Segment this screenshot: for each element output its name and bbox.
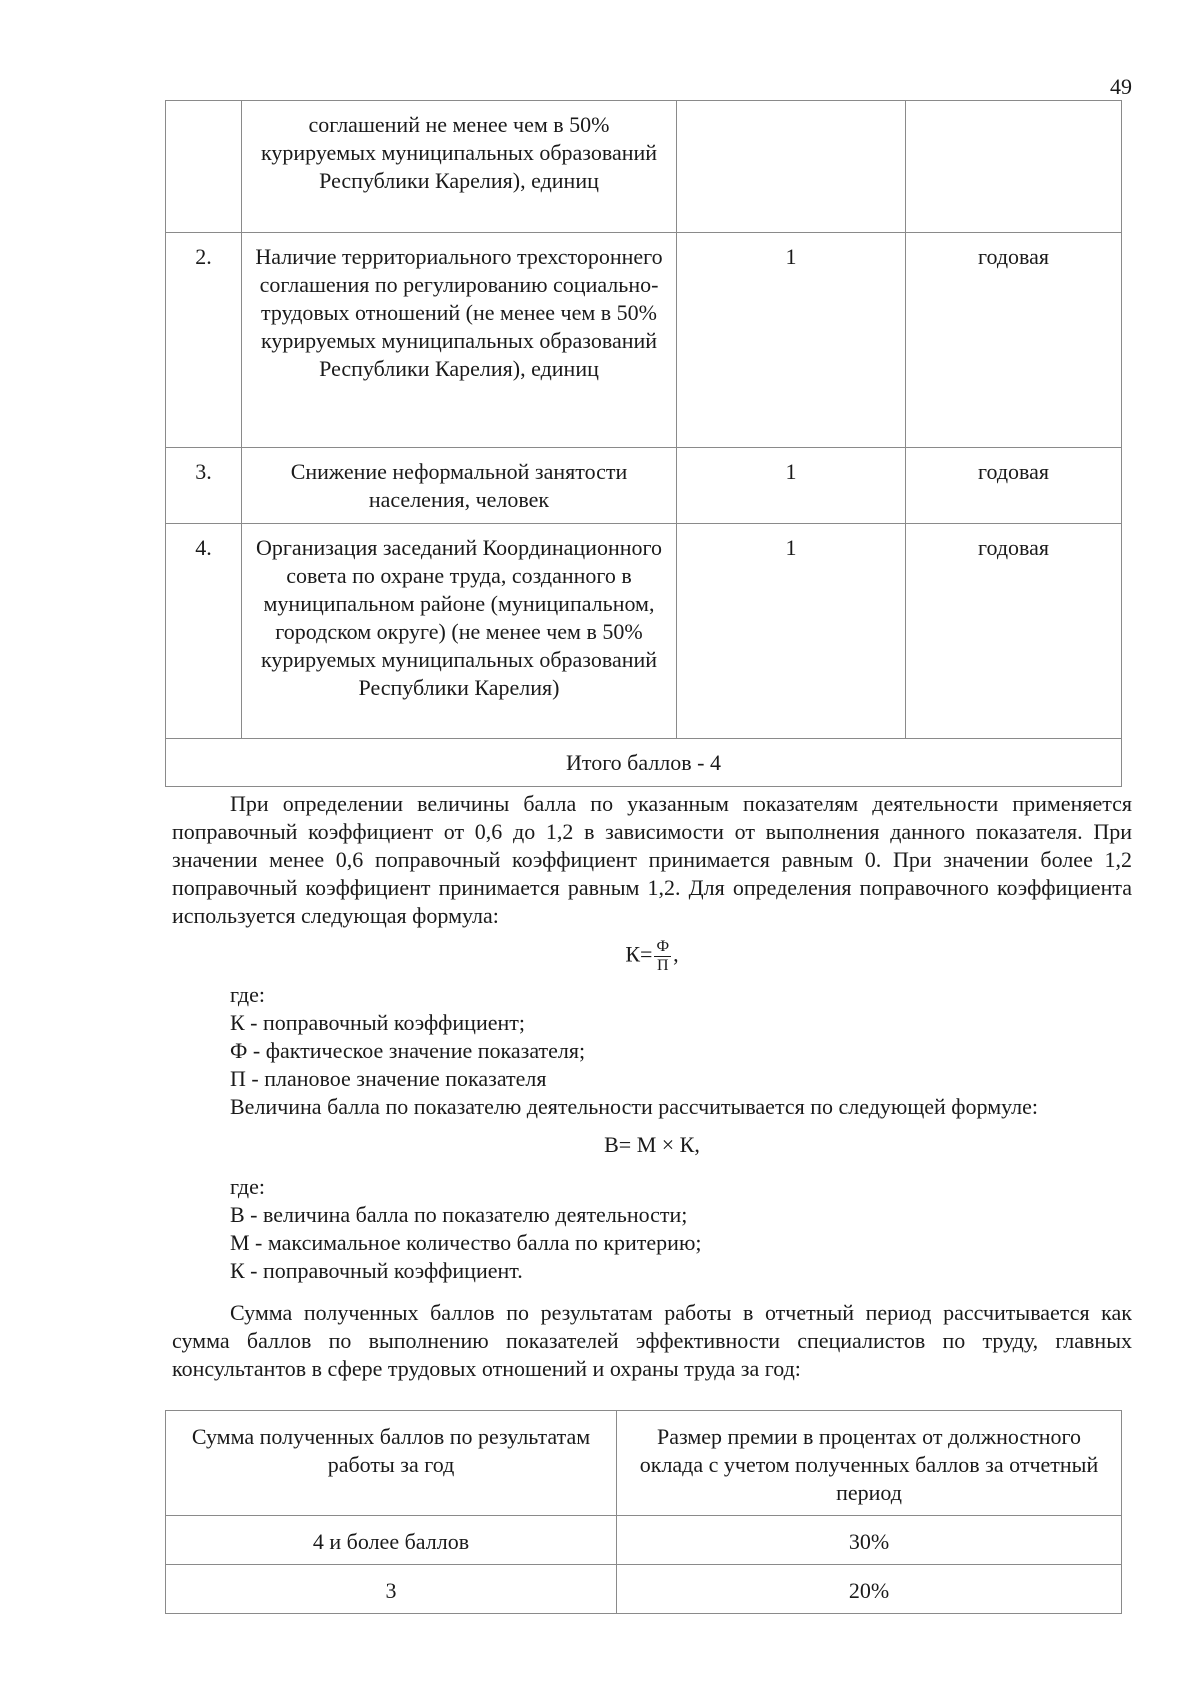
criteria-table (165, 100, 1122, 787)
definition-f: Ф - фактическое значение показателя; (230, 1038, 586, 1063)
criterion-description: Организация заседаний Координационного совета по охране труда, созданного в муниципальном районе (муниципальном, городском округе) (не менее чем в 50% курируемых муниципальных образований Республики Карелия) (242, 524, 677, 739)
formula-coefficient (172, 938, 1132, 975)
table-row (166, 233, 1122, 448)
points-cell: 1 (677, 448, 906, 524)
table-row (166, 1565, 1122, 1614)
formula-tail: , (673, 941, 679, 967)
page-number: 49 (1110, 74, 1132, 99)
paragraph-score-formula: Величина балла по показателю деятельности рассчитывается по следующей формуле: (230, 1094, 1039, 1119)
definition-p: П - плановое значение показателя (230, 1066, 547, 1091)
total-points: Итого баллов - 4 (166, 739, 1122, 787)
points-cell: 4 и более баллов (166, 1516, 617, 1565)
formula-fraction (654, 938, 671, 975)
body-text-block (172, 790, 1132, 1383)
period-cell: годовая (906, 524, 1122, 739)
points-cell: 1 (677, 524, 906, 739)
points-cell: 1 (677, 233, 906, 448)
fraction-numerator: Ф (656, 938, 670, 955)
period-cell (906, 101, 1122, 233)
table-row (166, 1516, 1122, 1565)
bonus-table (165, 1410, 1122, 1614)
row-number-cell (166, 101, 242, 233)
row-number-cell: 3. (166, 448, 242, 524)
table-row (166, 524, 1122, 739)
formula-score: В= М × К, (604, 1132, 700, 1157)
paragraph-sum-rule: Сумма полученных баллов по результатам работы в отчетный период рассчитывается как сумма баллов по выполнению показателей эффективности специалистов по труду, главных консультантов в сфере трудовых отношений и охраны труда за год: (172, 1300, 1132, 1381)
definition-k: К - поправочный коэффициент; (230, 1010, 525, 1035)
row-number-cell: 2. (166, 233, 242, 448)
header-percent: Размер премии в процентах от должностного оклада с учетом полученных баллов за отчетный период (617, 1411, 1122, 1516)
criterion-description: Снижение неформальной занятости населения, человек (242, 448, 677, 524)
percent-cell: 30% (617, 1516, 1122, 1565)
table-row (166, 448, 1122, 524)
table-row (166, 101, 1122, 233)
definition-m: М - максимальное количество балла по критерию; (230, 1230, 702, 1255)
period-cell: годовая (906, 448, 1122, 524)
definition-v: В - величина балла по показателю деятельности; (230, 1202, 688, 1227)
row-number-cell: 4. (166, 524, 242, 739)
criterion-description: Наличие территориального трехстороннего соглашения по регулированию социально-трудовых отношений (не менее чем в 50% курируемых муниципальных образований Республики Карелия), единиц (242, 233, 677, 448)
period-cell: годовая (906, 233, 1122, 448)
fraction-denominator: П (657, 957, 669, 974)
definition-k2: К - поправочный коэффициент. (230, 1258, 523, 1283)
paragraph-coefficient-rule: При определении величины балла по указанным показателям деятельности применяется поправочный коэффициент от 0,6 до 1,2 в зависимости от выполнения данного показателя. При значении менее 0,6 поправочный коэффициент принимается равным 0. При значении более 1,2 поправочный коэффициент принимается равным 1,2. Для определения поправочного коэффициента используется следующая формула: (172, 791, 1132, 928)
points-cell: 3 (166, 1565, 617, 1614)
table-header-row (166, 1411, 1122, 1516)
percent-cell: 20% (617, 1565, 1122, 1614)
where-label: где: (230, 1174, 265, 1199)
formula-lhs: К= (625, 941, 653, 967)
criterion-description: соглашений не менее чем в 50% курируемых муниципальных образований Республики Карелия), единиц (242, 101, 677, 233)
where-label: где: (230, 982, 265, 1007)
table-total-row (166, 739, 1122, 787)
header-points: Сумма полученных баллов по результатам работы за год (166, 1411, 617, 1516)
points-cell (677, 101, 906, 233)
